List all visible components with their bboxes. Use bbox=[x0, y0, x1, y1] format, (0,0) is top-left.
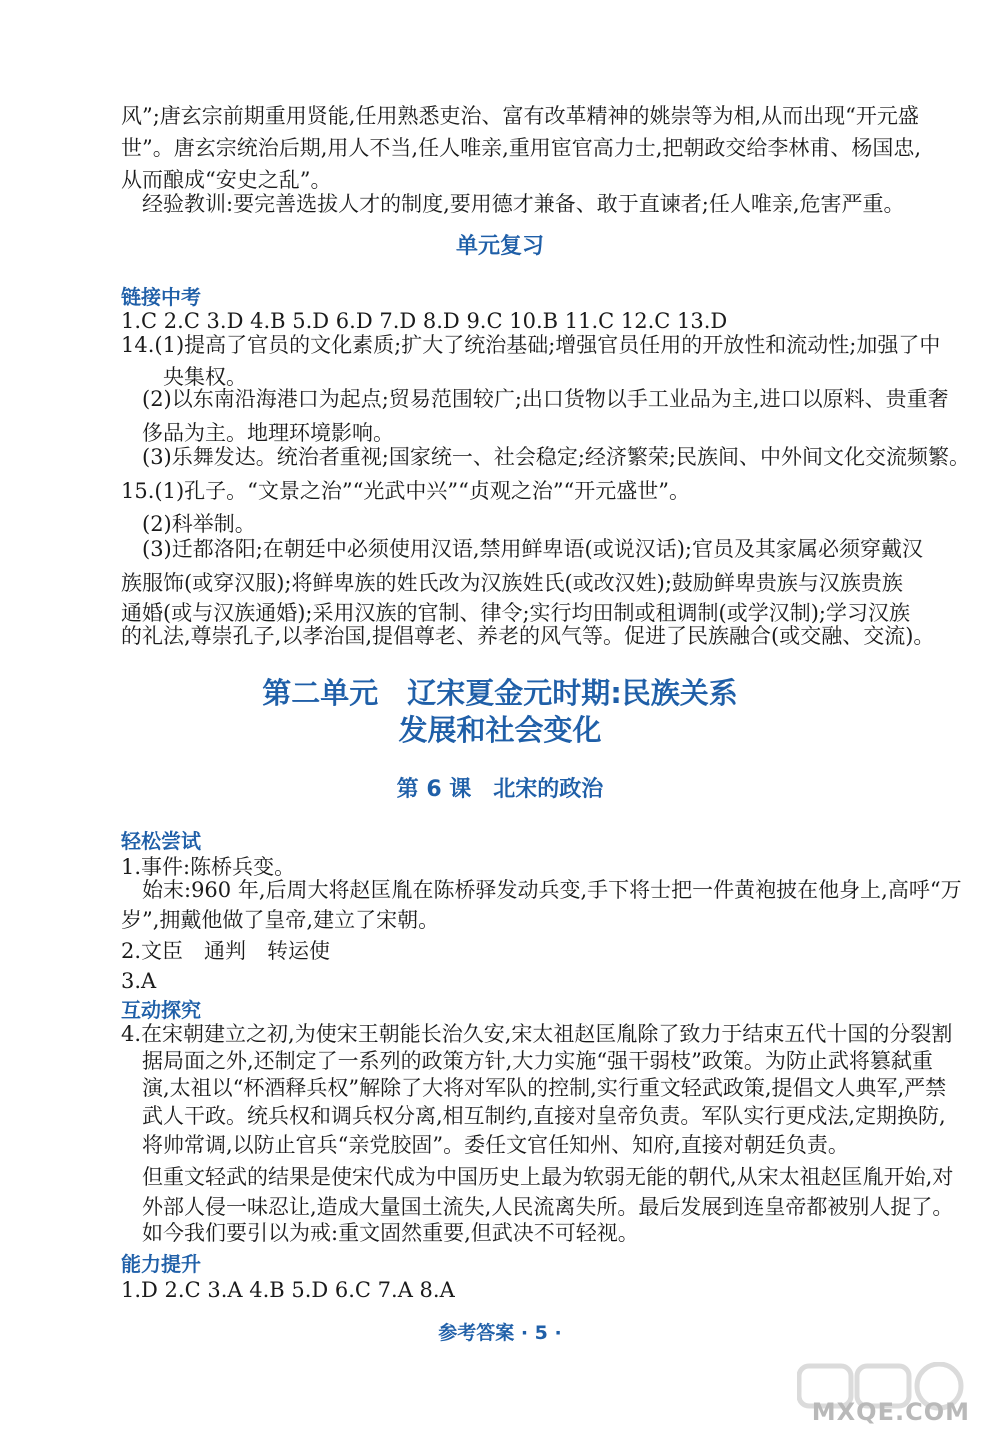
paragraph-line: 从而酿成“安史之乱”。 bbox=[121, 168, 332, 192]
answer-line: 4.在宋朝建立之初,为使宋王朝能长治久安,宋太祖赵匡胤除了致力于结束五代十国的分裂割 bbox=[121, 1022, 953, 1046]
answer-line: 武人干政。统兵权和调兵权分离,相互制约,直接对皇帝负责。军队实行更戍法,定期换防, bbox=[142, 1104, 946, 1128]
answer-line: 外部人侵一味忍让,造成大量国土流失,人民流离失所。最后发展到连皇帝都被别人捉了。 bbox=[142, 1195, 954, 1219]
answer-row: 1.D 2.C 3.A 4.B 5.D 6.C 7.A 8.A bbox=[121, 1278, 455, 1302]
answer-line: (3)迁都洛阳;在朝廷中必须使用汉语,禁用鲜卑语(或说汉话);官员及其家属必须穿戴汉 bbox=[142, 537, 923, 561]
answer-line: 15.(1)孔子。“文景之治”“光武中兴”“贞观之治”“开元盛世”。 bbox=[121, 479, 691, 503]
answer-line: 但重文轻武的结果是使宋代成为中国历史上最为软弱无能的朝代,从宋太祖赵匡胤开始,对 bbox=[142, 1165, 954, 1189]
paragraph-line: 经验教训:要完善选拔人才的制度,要用德才兼备、敢于直谏者;任人唯亲,危害严重。 bbox=[142, 192, 905, 216]
answer-line: 如今我们要引以为戒:重文固然重要,但武决不可轻视。 bbox=[142, 1221, 639, 1245]
page-footer: 参考答案 · 5 · bbox=[438, 1322, 562, 1344]
lesson-title: 第 6 课 北宋的政治 bbox=[396, 777, 604, 802]
answer-line: 族服饰(或穿汉服);将鲜卑族的姓氏改为汉族姓氏(或改汉姓);鼓励鲜卑贵族与汉族贵族 bbox=[121, 571, 903, 595]
answer-line: (3)乐舞发达。统治者重视;国家统一、社会稳定;经济繁荣;民族间、中外间文化交流频繁。 bbox=[142, 445, 970, 469]
answer-line: 2.文臣 通判 转运使 bbox=[121, 939, 331, 963]
answer-line: 岁”,拥戴他做了皇帝,建立了宋朝。 bbox=[121, 908, 440, 932]
answer-line: 14.(1)提高了官员的文化素质;扩大了统治基础;增强官员任用的开放性和流动性;加强了中 bbox=[121, 333, 941, 357]
unit-title-line1: 第二单元 辽宋夏金元时期:民族关系 bbox=[262, 676, 738, 710]
unit-title-line2: 发展和社会变化 bbox=[398, 713, 602, 747]
answer-line: 央集权。 bbox=[163, 365, 247, 389]
answer-line: 演,太祖以“杯酒释兵权”解除了大将对军队的控制,实行重文轻武政策,提倡文人典军,严禁 bbox=[142, 1076, 947, 1100]
answer-line: (2)以东南沿海港口为起点;贸易范围较广;出口货物以手工业品为主,进口以原料、贵重奢 bbox=[142, 387, 949, 411]
paragraph-line: 世”。唐玄宗统治后期,用人不当,任人唯亲,重用宦官高力士,把朝政交给李林甫、杨国忠, bbox=[121, 136, 922, 160]
answer-row: 1.C 2.C 3.D 4.B 5.D 6.D 7.D 8.D 9.C 10.B 11.C 12.C 13.D bbox=[121, 309, 728, 333]
answer-line: 据局面之外,还制定了一系列的政策方针,大力实施“强干弱枝”政策。为防止武将篡弑重 bbox=[142, 1049, 933, 1073]
section-heading-explore: 互动探究 bbox=[121, 998, 201, 1022]
answer-line: 的礼法,尊崇孔子,以孝治国,提倡尊老、养老的风气等。促进了民族融合(或交融、交流)。 bbox=[121, 624, 935, 648]
section-heading-link-exam: 链接中考 bbox=[121, 285, 201, 309]
answer-line: 始末:960 年,后周大将赵匡胤在陈桥驿发动兵变,手下将士把一件黄袍披在他身上,高呼“万 bbox=[142, 878, 962, 902]
answer-line: 将帅常调,以防止官兵“亲党胶固”。委任文官任知州、知府,直接对朝廷负责。 bbox=[142, 1133, 849, 1157]
answer-line: 3.A bbox=[121, 969, 157, 993]
section-heading-ability: 能力提升 bbox=[121, 1252, 201, 1276]
watermark-text: MXQE.COM bbox=[811, 1398, 970, 1426]
paragraph-line: 风”;唐玄宗前期重用贤能,任用熟悉吏治、富有改革精神的姚崇等为相,从而出现“开元盛 bbox=[121, 104, 919, 128]
section-heading-try: 轻松尝试 bbox=[121, 829, 201, 853]
answer-line: 侈品为主。地理环境影响。 bbox=[142, 421, 394, 445]
answer-line: 通婚(或与汉族通婚);采用汉族的官制、律令;实行均田制或租调制(或学汉制);学习汉族 bbox=[121, 601, 910, 625]
answer-line: (2)科举制。 bbox=[142, 512, 256, 536]
answer-line: 1.事件:陈桥兵变。 bbox=[121, 855, 296, 879]
unit-review-heading: 单元复习 bbox=[455, 234, 544, 259]
